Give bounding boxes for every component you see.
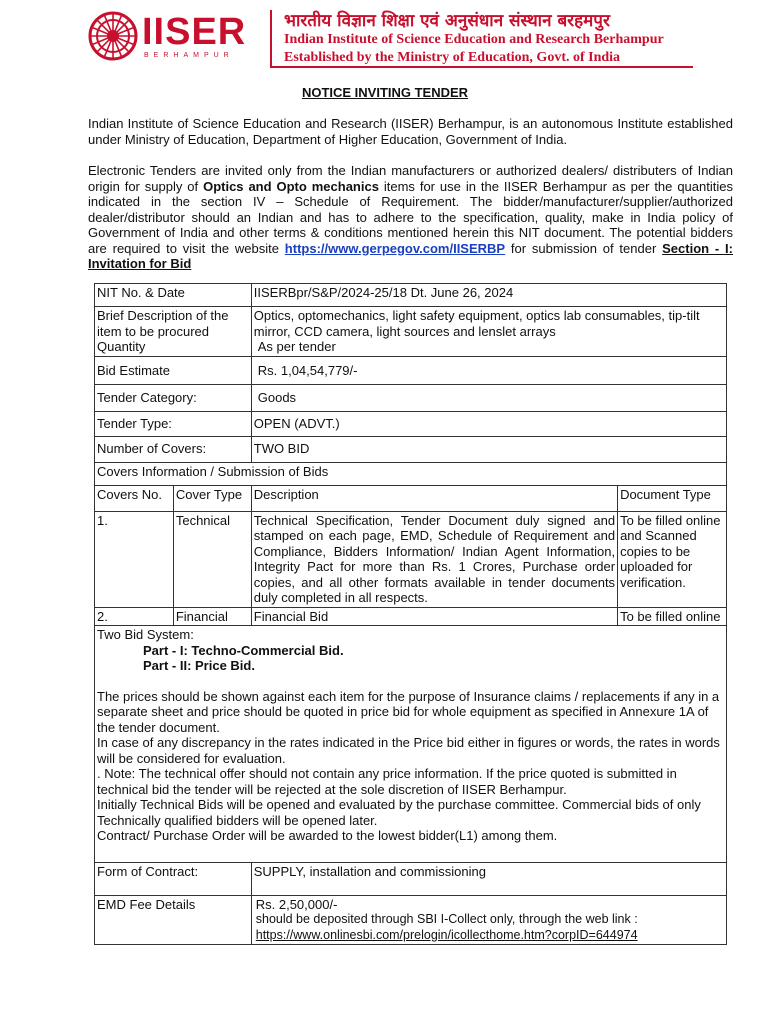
- desc-cell: [95, 307, 252, 357]
- section-link: Section - I: Invitation for Bid: [88, 240, 733, 271]
- institute-name-english: Indian Institute of Science Education and Research Berhampur: [284, 32, 664, 47]
- nit-value: IISERBpr/S&P/2024-25/18 Dt. June 26, 2024: [251, 284, 726, 307]
- invitation-paragraph: [88, 163, 733, 272]
- bid-estimate-value: Rs. 1,04,54,779/-: [251, 356, 726, 384]
- website-link[interactable]: https://www.gerpegov.com/IISERBP: [284, 240, 506, 256]
- tender-type-label: Tender Type:: [95, 411, 252, 436]
- qty-value: As per tender: [257, 339, 336, 354]
- table-row: [95, 436, 727, 462]
- letterhead: [88, 8, 693, 66]
- nit-label: NIT No. & Date: [95, 284, 252, 307]
- table-row: [95, 626, 727, 863]
- logo-subtitle: BERHAMPUR: [144, 52, 234, 59]
- contract-label: Form of Contract:: [95, 862, 252, 895]
- cover-description: Financial Bid: [251, 607, 617, 626]
- table-row: [95, 862, 727, 895]
- cover-no: 1.: [95, 511, 174, 607]
- table-row: [95, 307, 727, 357]
- note-discrepancy: In case of any discrepancy in the rates indicated in the Price bid either in figures or words, the rates in words will be considered for evaluation.: [97, 735, 720, 766]
- tender-category-value: Goods: [251, 384, 726, 411]
- table-row: [95, 284, 727, 307]
- cover-type: Technical: [173, 511, 251, 607]
- emd-cell: [251, 895, 726, 945]
- emd-label: EMD Fee Details: [95, 895, 252, 945]
- col-covers-no: Covers No.: [95, 485, 174, 511]
- invite-text-a: Electronic Tenders are invited only from the Indian manufacturers or authorized dealers/ distributers of Indian origin for supply of: [88, 163, 733, 194]
- part-one: Part - I: Techno-Commercial Bid.: [143, 642, 344, 658]
- note-evaluation: Initially Technical Bids will be opened and evaluated by the purchase committee. Commercial bids of only Technically qualified bidders will be opened later.: [97, 797, 701, 828]
- bid-estimate-label: Bid Estimate: [95, 356, 252, 384]
- table-row: [95, 411, 727, 436]
- covers-label: Number of Covers:: [95, 436, 252, 462]
- col-document-type: Document Type: [618, 485, 727, 511]
- sbi-collect-link[interactable]: https://www.onlinesbi.com/prelogin/icollecthome.htm?corpID=644974: [255, 927, 638, 942]
- cover-document-type: To be filled online and Scanned copies to be uploaded for verification.: [618, 511, 727, 607]
- iiser-emblem-icon: [88, 11, 138, 61]
- bid-system-cell: [95, 626, 727, 863]
- desc-value-cell: [251, 307, 726, 357]
- cover-type: Financial: [173, 607, 251, 626]
- part-two: Part - II: Price Bid.: [143, 658, 255, 673]
- invite-text-c: for submission of tender: [505, 240, 663, 256]
- desc-value: Optics, optomechanics, light safety equipment, optics lab consumables, tip-tilt mirror, CCD camera, light sources and lenslet arrays: [253, 308, 700, 339]
- note-award: Contract/ Purchase Order will be awarded to the lowest bidder(L1) among them.: [97, 828, 558, 843]
- col-description: Description: [251, 485, 617, 511]
- invite-text-b: items for use in the IISER Berhampur as per the quantities indicated in the section IV – Schedule of Requirement. The bidder/manufacturer/supplier/authorized dealer/distributor should an Indian and has to adhere to the specification, quality, make in India policy of Government of India and other terms & conditions mentioned herein this NIT document. The potential bidders are required to visit the website: [88, 178, 733, 256]
- table-row: [95, 462, 727, 485]
- table-row: [95, 511, 727, 607]
- table-row: [95, 384, 727, 411]
- notice-title: NOTICE INVITING TENDER: [301, 85, 469, 100]
- col-cover-type: Cover Type: [173, 485, 251, 511]
- nit-table: [94, 283, 727, 945]
- covers-value: TWO BID: [251, 436, 726, 462]
- cover-no: 2.: [95, 607, 174, 626]
- cover-document-type: To be filled online: [618, 607, 727, 626]
- intro-paragraph: Indian Institute of Science Education and Research (IISER) Berhampur, is an autonomous Institute established under Ministry of Education, Department of Higher Education, Government of India.: [88, 116, 733, 147]
- note-insurance: The prices should be shown against each item for the purpose of Insurance claims / replacements if any in a separate sheet and price should be quoted in price bid for whole equipment as specified in Annexure 1A of the tender document.: [97, 688, 720, 735]
- contract-value: SUPPLY, installation and commissioning: [251, 862, 726, 895]
- items-name: Optics and Opto mechanics: [203, 178, 379, 194]
- table-row: [95, 356, 727, 384]
- institute-name-hindi: भारतीय विज्ञान शिक्षा एवं अनुसंधान संस्थान बरहमपुर: [284, 11, 610, 31]
- desc-label: Brief Description of the item to be procured: [97, 308, 229, 339]
- logo-wordmark: IISER: [142, 11, 247, 53]
- note-technical: . Note: The technical offer should not contain any price information. If the price quoted is submitted in technical bid the tender will be rejected at the sole discretion of IISER Berhampur.: [97, 766, 677, 797]
- table-row: [95, 895, 727, 945]
- cover-description: Technical Specification, Tender Document duly signed and stamped on each page, EMD, Schedule of Requirement and Compliance, Bidders Information/ Indian Agent Information, Integrity Pact for more than Rs. 1 Crores, Purchase order copies, and all other formats available in tender documents duly completed in all respects.: [251, 511, 617, 607]
- qty-label: Quantity: [97, 339, 146, 354]
- establishment-line: Established by the Ministry of Education, Govt. of India: [284, 50, 621, 65]
- logo-divider: [270, 10, 272, 66]
- covers-info: Covers Information / Submission of Bids: [95, 462, 727, 485]
- header-rule: [270, 66, 693, 68]
- emd-amount: Rs. 2,50,000/-: [255, 896, 338, 912]
- two-bid-system: Two Bid System:: [97, 627, 194, 642]
- emd-details: [252, 912, 726, 943]
- table-row: [95, 485, 727, 511]
- table-row: [95, 607, 727, 626]
- emd-text: should be deposited through SBI I-Collect only, through the web link :: [255, 912, 638, 926]
- tender-category-label: Tender Category:: [95, 384, 252, 411]
- tender-type-value: OPEN (ADVT.): [251, 411, 726, 436]
